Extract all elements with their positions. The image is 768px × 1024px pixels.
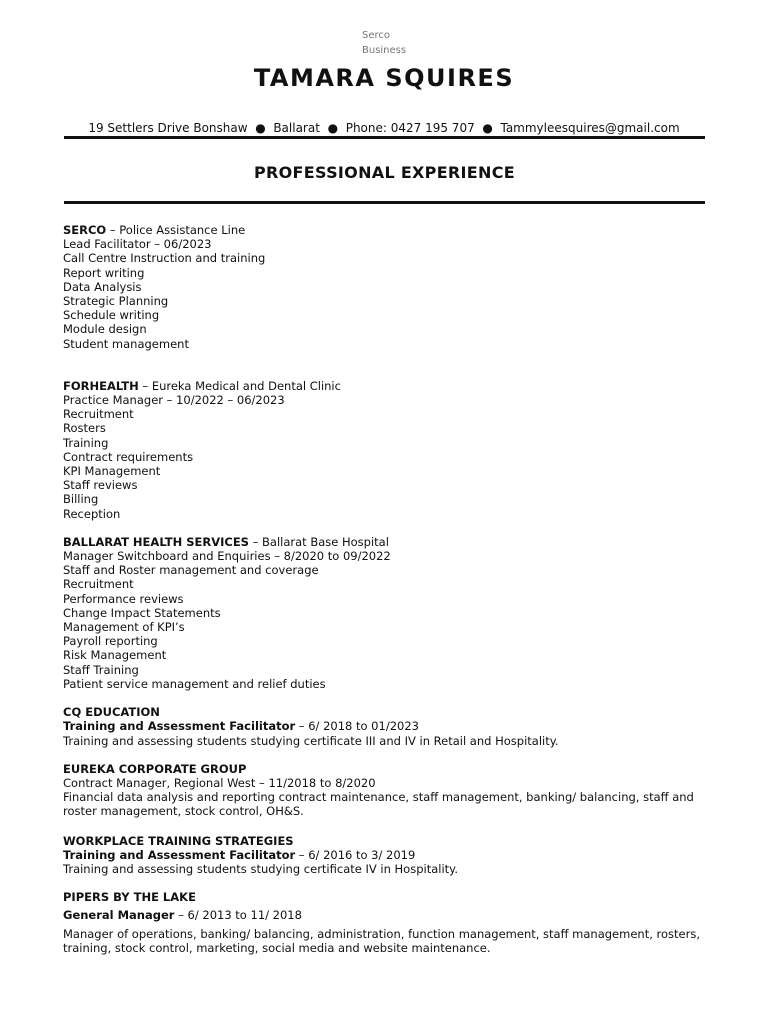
list-item: Schedule writing xyxy=(63,308,160,323)
job-workplace-training xyxy=(63,834,708,877)
list-item: Staff and Roster management and coverage xyxy=(63,563,319,578)
list-item: Report writing xyxy=(63,265,145,280)
job-description: Financial data analysis and reporting contract maintenance, staff management, banking/ balancing, staff and roster management, stock control, OH&S. xyxy=(63,790,694,819)
watermark-line-1: Serco xyxy=(362,30,391,41)
job-description: Manager of operations, banking/ balancing, administration, function management, staff management, rosters, training, stock control, marketing, social media and website maintenance. xyxy=(63,926,700,955)
job-description: Training and assessing students studying certificate IV in Hospitality. xyxy=(63,861,458,876)
job-cq-education xyxy=(63,705,708,748)
list-item: Recruitment xyxy=(63,577,134,592)
job-ballarat-health xyxy=(63,535,708,691)
company-detail: – Eureka Medical and Dental Clinic xyxy=(138,378,341,393)
list-item: Reception xyxy=(63,506,121,521)
watermark-line-2: Business xyxy=(362,45,407,56)
job-forhealth xyxy=(63,379,708,521)
job-role: Practice Manager – 10/2022 – 06/2023 xyxy=(63,393,285,408)
list-item: Patient service management and relief duties xyxy=(63,676,326,691)
bullet-separator: ● xyxy=(327,121,339,135)
list-item: Management of KPI’s xyxy=(63,620,185,635)
candidate-name: TAMARA SQUIRES xyxy=(253,64,515,92)
list-item: Recruitment xyxy=(63,407,134,422)
list-item: KPI Management xyxy=(63,464,161,479)
job-role: Manager Switchboard and Enquiries – 8/2020 to 09/2022 xyxy=(63,549,391,564)
bullet-separator: ● xyxy=(255,121,266,135)
role-title: Training and Assessment Facilitator xyxy=(63,847,296,862)
job-heading xyxy=(63,535,708,549)
list-item: Module design xyxy=(63,322,147,337)
company-name: FORHEALTH xyxy=(63,378,139,393)
contact-phone: Phone: 0427 195 707 xyxy=(345,121,475,135)
role-title: Training and Assessment Facilitator xyxy=(63,719,296,734)
list-item: Staff Training xyxy=(63,662,139,677)
company-name: WORKPLACE TRAINING STRATEGIES xyxy=(63,833,294,848)
list-item: Performance reviews xyxy=(63,591,184,606)
section-title: PROFESSIONAL EXPERIENCE xyxy=(253,163,516,182)
list-item: Contract requirements xyxy=(63,449,194,464)
company-detail: – Police Assistance Line xyxy=(106,223,246,237)
job-description: Training and assessing students studying certificate III and IV in Retail and Hospitality. xyxy=(63,733,559,748)
company-name: SERCO xyxy=(63,223,107,237)
list-item: Student management xyxy=(63,336,189,351)
list-item: Staff reviews xyxy=(63,478,138,493)
company-name: EUREKA CORPORATE GROUP xyxy=(63,761,247,776)
list-item: Change Impact Statements xyxy=(63,605,221,620)
list-item: Training xyxy=(63,435,109,450)
list-item: Strategic Planning xyxy=(63,294,169,309)
company-name: BALLARAT HEALTH SERVICES xyxy=(63,534,249,549)
contact-line xyxy=(64,121,704,135)
job-heading xyxy=(63,705,708,719)
role-title: General Manager xyxy=(63,908,175,923)
job-role xyxy=(63,908,708,922)
job-heading xyxy=(63,762,708,776)
list-item: Rosters xyxy=(63,421,106,436)
job-role: Lead Facilitator – 06/2023 xyxy=(63,237,212,252)
job-serco xyxy=(63,223,708,351)
watermark xyxy=(362,28,406,58)
job-heading xyxy=(63,834,708,848)
role-dates: – 6/ 2018 to 01/2023 xyxy=(295,719,419,734)
job-heading xyxy=(63,223,708,237)
company-name: CQ EDUCATION xyxy=(63,705,160,720)
job-pipers xyxy=(63,890,708,955)
list-item: Payroll reporting xyxy=(63,634,158,649)
job-heading xyxy=(63,379,708,393)
job-heading xyxy=(63,890,708,904)
list-item: Billing xyxy=(63,492,99,507)
company-name: PIPERS BY THE LAKE xyxy=(63,890,196,905)
job-role: Contract Manager, Regional West – 11/2018 to 8/2020 xyxy=(63,775,376,790)
role-dates: – 6/ 2016 to 3/ 2019 xyxy=(295,847,416,862)
role-dates: – 6/ 2013 to 11/ 2018 xyxy=(174,908,302,923)
contact-address: 19 Settlers Drive Bonshaw xyxy=(88,121,248,135)
experience-list xyxy=(63,223,708,955)
list-item: Call Centre Instruction and training xyxy=(63,251,266,266)
list-item: Data Analysis xyxy=(63,279,142,294)
contact-city: Ballarat xyxy=(273,121,320,135)
job-role xyxy=(63,848,708,862)
list-item: Risk Management xyxy=(63,648,167,663)
section-divider xyxy=(64,201,705,204)
job-role xyxy=(63,719,708,733)
company-detail: – Ballarat Base Hospital xyxy=(248,534,389,549)
bullet-separator: ● xyxy=(482,121,493,135)
contact-email[interactable]: Tammyleesquires@gmail.com xyxy=(500,121,680,135)
job-eureka xyxy=(63,762,708,819)
header-divider xyxy=(64,136,705,139)
